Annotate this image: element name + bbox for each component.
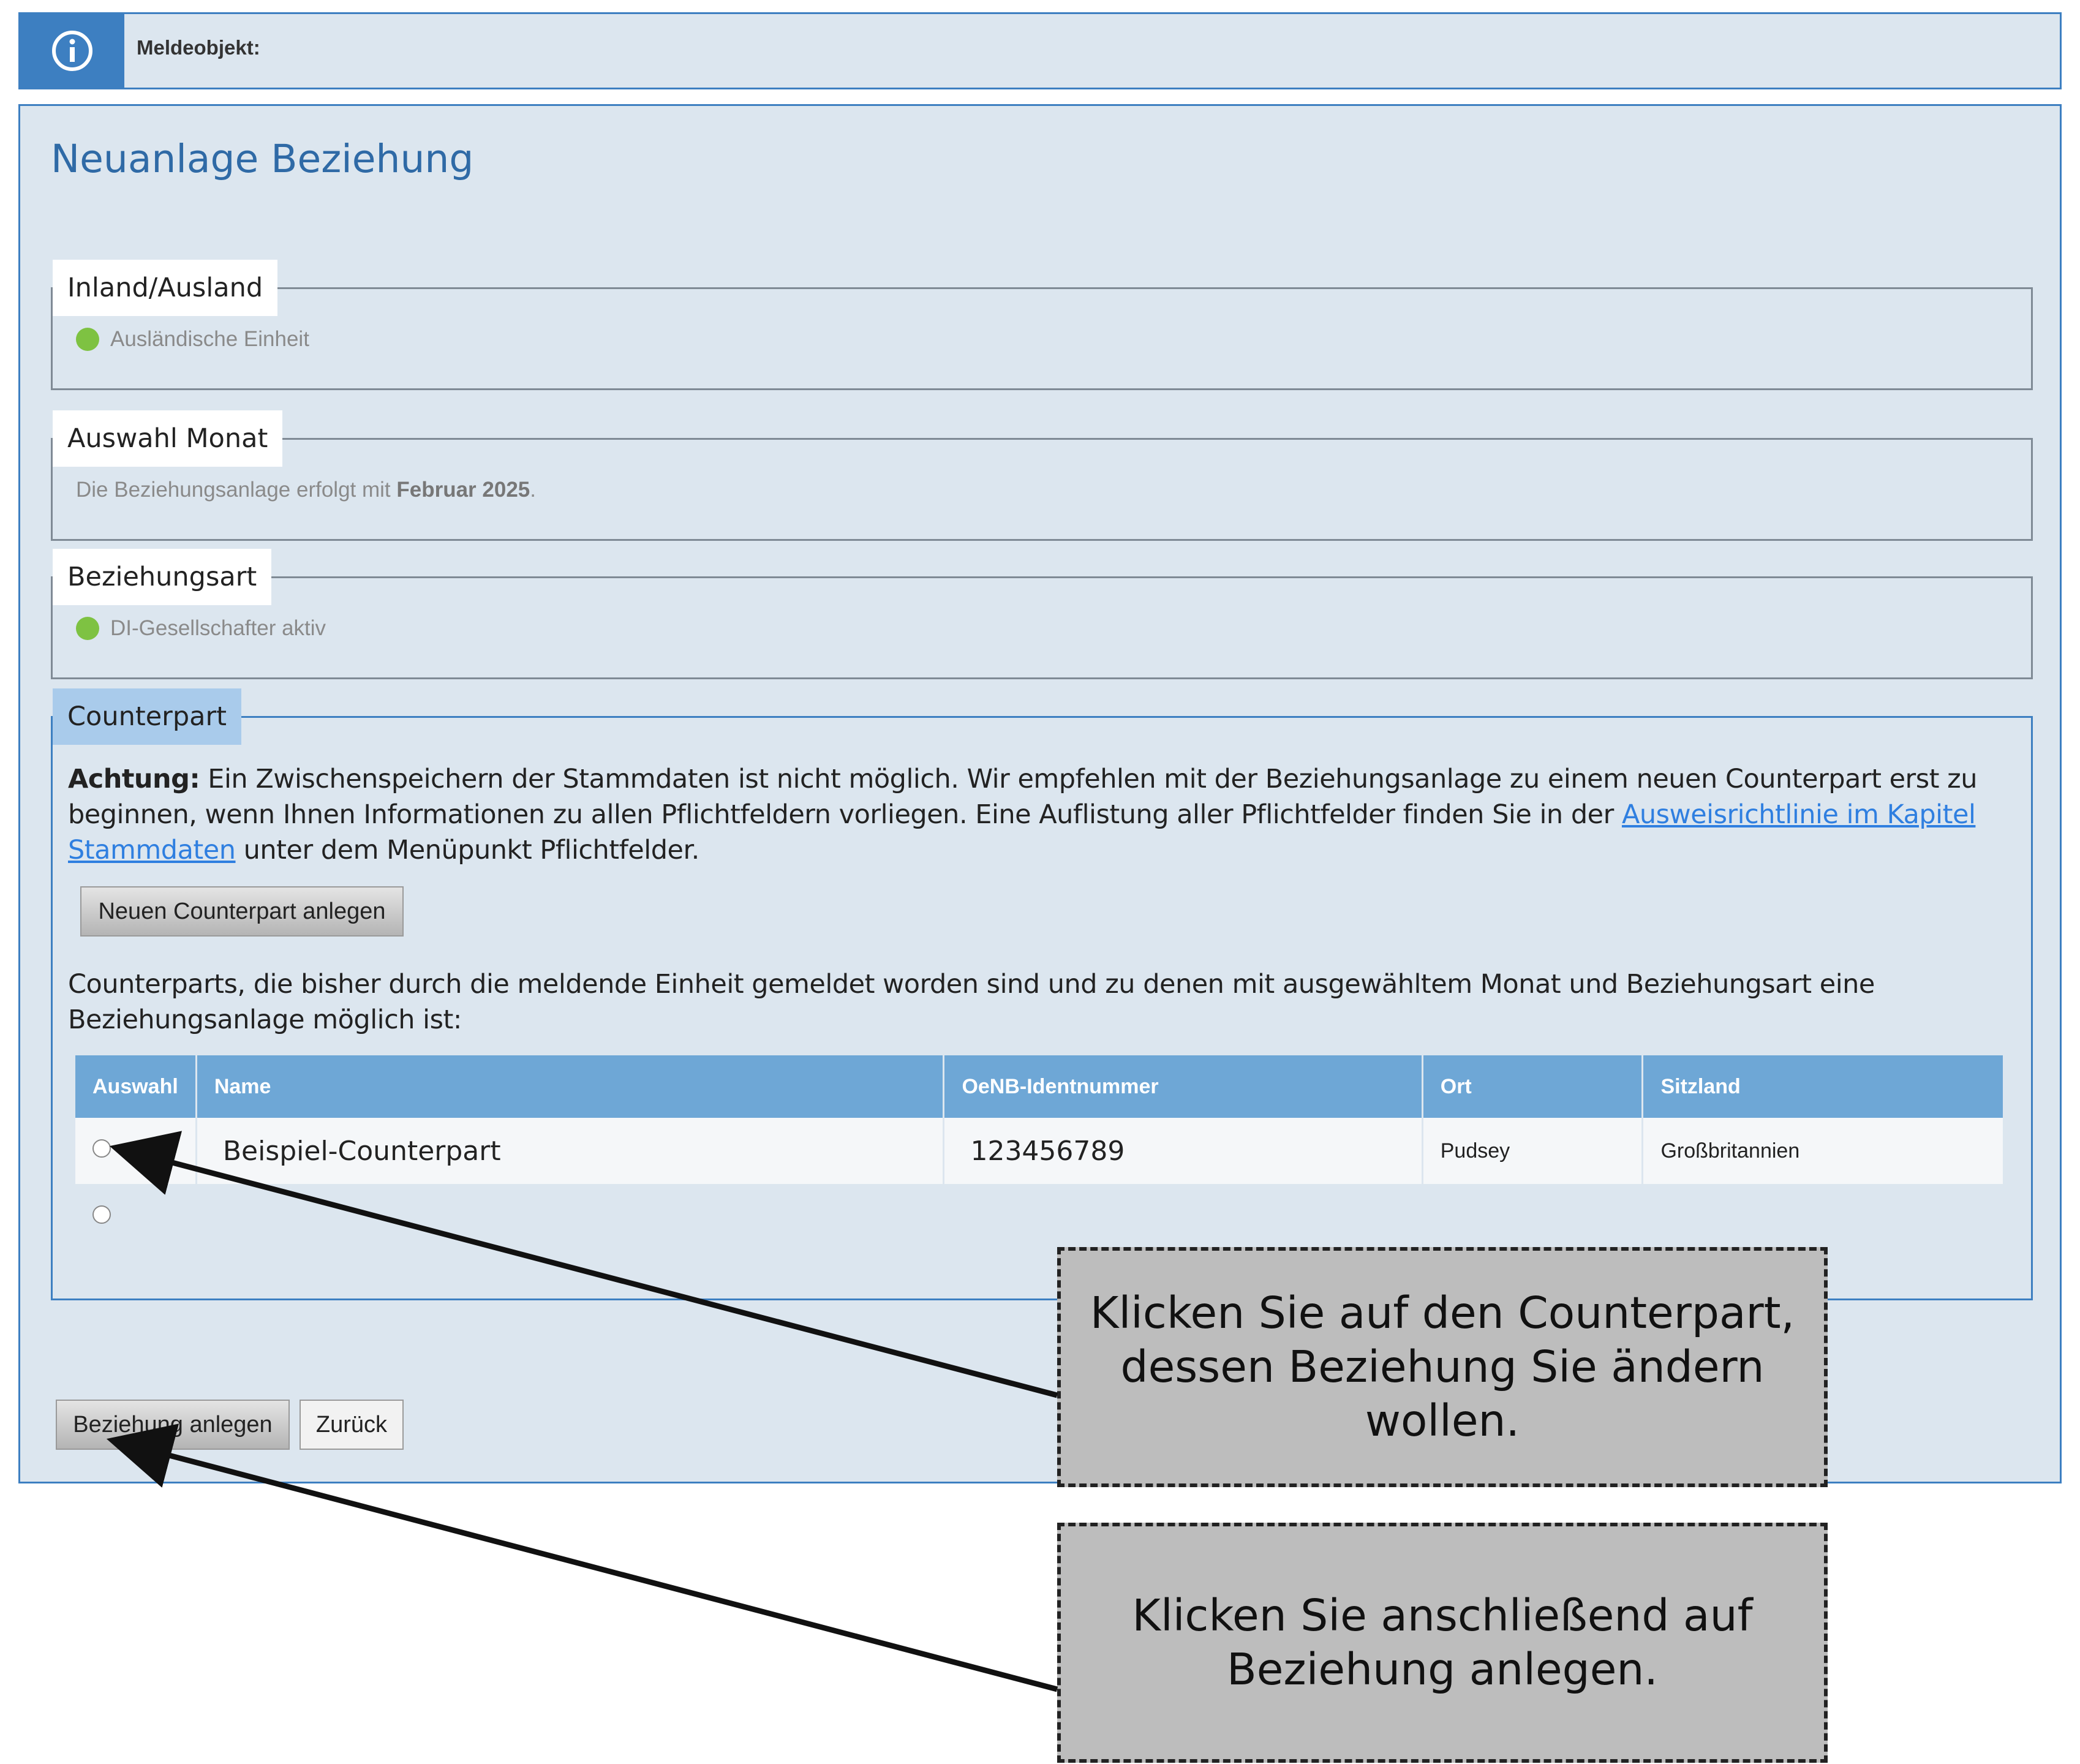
ausweisrichtlinie-link[interactable]: Ausweisrichtlinie im Kapitel Stammdaten <box>68 799 1976 865</box>
callout-select-counterpart: Klicken Sie auf den Counterpart, dessen Beziehung Sie ändern wollen. <box>1057 1247 1828 1487</box>
new-counterpart-button[interactable]: Neuen Counterpart anlegen <box>80 886 404 937</box>
callout-create-relationship: Klicken Sie anschließend auf Beziehung anlegen. <box>1057 1523 1828 1763</box>
arrow-to-create-button <box>122 1443 1057 1689</box>
section-legend-counterpart: Counterpart <box>53 688 241 745</box>
section-legend-art: Beziehungsart <box>53 549 271 605</box>
beziehung-anlegen-button[interactable]: Beziehung anlegen <box>56 1400 290 1450</box>
monat-text-prefix: Die Beziehungsanlage erfolgt mit <box>76 478 397 502</box>
col-header-ort: Ort <box>1422 1055 1643 1118</box>
section-legend-inland: Inland/Ausland <box>53 260 277 316</box>
row-ort: Pudsey <box>1422 1118 1643 1184</box>
row-sitzland: Großbritannien <box>1643 1118 2004 1184</box>
arrow-to-radio <box>126 1150 1057 1395</box>
section-legend-monat: Auswahl Monat <box>53 410 282 467</box>
row-identnummer: 123456789 <box>944 1118 1422 1184</box>
col-header-auswahl: Auswahl <box>75 1055 196 1118</box>
zurueck-button[interactable]: Zurück <box>300 1400 404 1450</box>
col-header-name: Name <box>196 1055 944 1118</box>
notice-bold: Achtung: <box>68 764 200 794</box>
monat-value: Februar 2025 <box>396 478 530 502</box>
col-header-sitzland: Sitzland <box>1643 1055 2004 1118</box>
col-header-identnummer: OeNB-Identnummer <box>944 1055 1422 1118</box>
meldeobjekt-label: Meldeobjekt: <box>137 36 260 59</box>
art-value: DI-Gesellschafter aktiv <box>110 616 326 640</box>
page-title: Neuanlage Beziehung <box>51 137 474 181</box>
monat-text-suffix: . <box>530 478 536 502</box>
notice-tail: unter dem Menüpunkt Pflichtfelder. <box>235 835 699 865</box>
inland-value: Ausländische Einheit <box>110 327 309 351</box>
counterpart-list-text: Counterparts, die bisher durch die meldende Einheit gemeldet worden sind und zu denen mit ausgewähltem Monat und Beziehungsart eine Beziehungsanlage möglich ist: <box>68 969 1875 1035</box>
notice-text: Ein Zwischenspeichern der Stammdaten ist nicht möglich. Wir empfehlen mit der Beziehungsanlage zu einem neuen Counterpart erst zu beginnen, wenn Ihnen Informationen zu allen Pflichtfeldern vorliegen. Eine Auflistung aller Pflichtfelder finden Sie in der <box>68 764 1977 830</box>
row-name: Beispiel-Counterpart <box>196 1118 944 1184</box>
